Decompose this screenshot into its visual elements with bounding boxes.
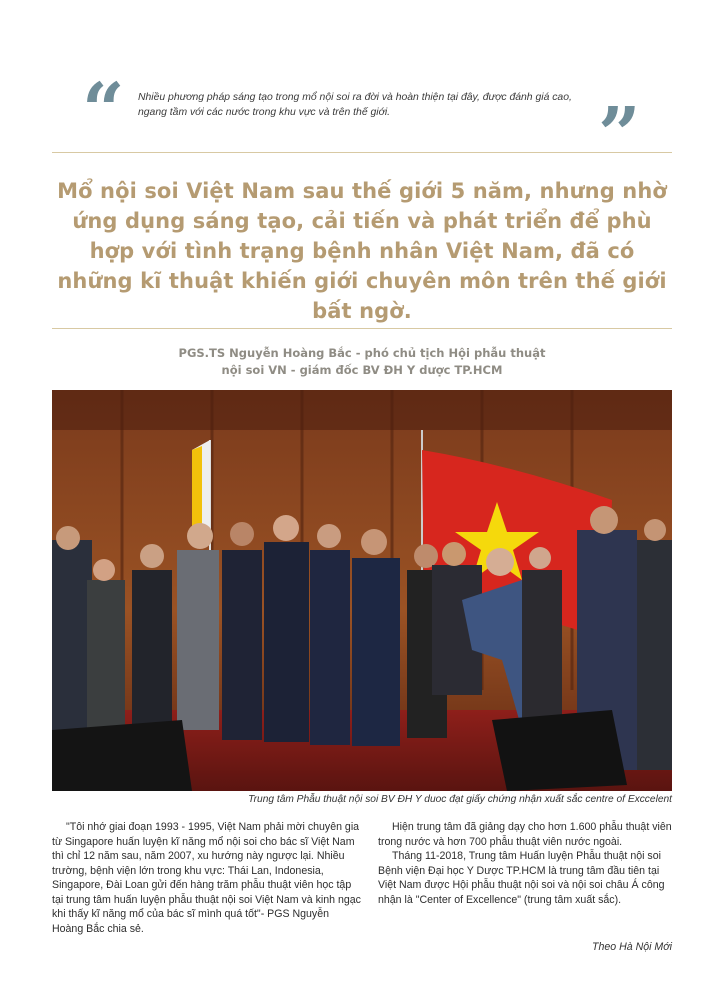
close-quote-mark: ” [598,92,641,178]
body-paragraph-left: "Tôi nhớ giai đoạn 1993 - 1995, Việt Nam phải mời chuyên gia từ Singapore huấn luyện kĩ năng mổ nội soi cho bác sĩ Việt Nam thì chỉ 12 năm sau, năm 2007, xu hướng này ngược lại. Nhiều trường, bệnh viện lớn trong khu vực: Thái Lan, Indonesia, Singapore, Đài Loan gửi đến hàng trăm phẫu thuật viên học tập tại trung tâm huấn luyện phẫu thuật nội soi Việt Nam và kinh ngạc khi thấy kĩ năng mổ của bác sĩ mình quá tốt"- PGS Nguyễn Hoàng Bắc chia sẻ. [52,821,361,935]
divider-bottom [52,328,672,329]
byline-line-1: PGS.TS Nguyễn Hoàng Bắc - phó chủ tịch Hội phẫu thuật [178,346,546,360]
divider-top [52,152,672,153]
body-column-left [52,820,362,936]
body-column-right [378,820,674,907]
byline [52,345,672,379]
group-photo [52,390,672,791]
group-photo-illustration [52,390,672,791]
open-quote-mark: “ [82,68,125,154]
pull-quote: Nhiều phương pháp sáng tạo trong mổ nội soi ra đời và hoàn thiện tại đây, được đánh giá cao, ngang tầm với các nước trong khu vực và trên thế giới. [138,92,572,118]
byline-line-2: nội soi VN - giám đốc BV ĐH Y dược TP.HCM [221,363,503,377]
source-credit: Theo Hà Nội Mới [592,941,672,953]
photo-caption: Trung tâm Phẫu thuật nội soi BV ĐH Y duoc đạt giấy chứng nhận xuất sắc centre of Exccelent [248,794,672,805]
headline: Mổ nội soi Việt Nam sau thế giới 5 năm, nhưng nhờ ứng dụng sáng tạo, cải tiến và phát triển để phù hợp với tình trạng bệnh nhân Việt Nam, đã có những kĩ thuật khiến giới chuyên môn trên thế giới bất ngờ. [57,179,667,323]
body-paragraph-right-2: Tháng 11-2018, Trung tâm Huấn luyện Phẫu thuật nội soi Bệnh viện Đại học Y Dược TP.HCM là trung tâm đầu tiên tại Việt Nam được Hội phẫu thuật nội soi và nội soi châu Á công nhận là "Center of Excellence" (trung tâm xuất sắc). [378,850,665,906]
body-paragraph-right-1: Hiện trung tâm đã giảng dạy cho hơn 1.600 phẫu thuật viên trong nước và hơn 700 phẫu thuật viên nước ngoài. [378,821,672,848]
